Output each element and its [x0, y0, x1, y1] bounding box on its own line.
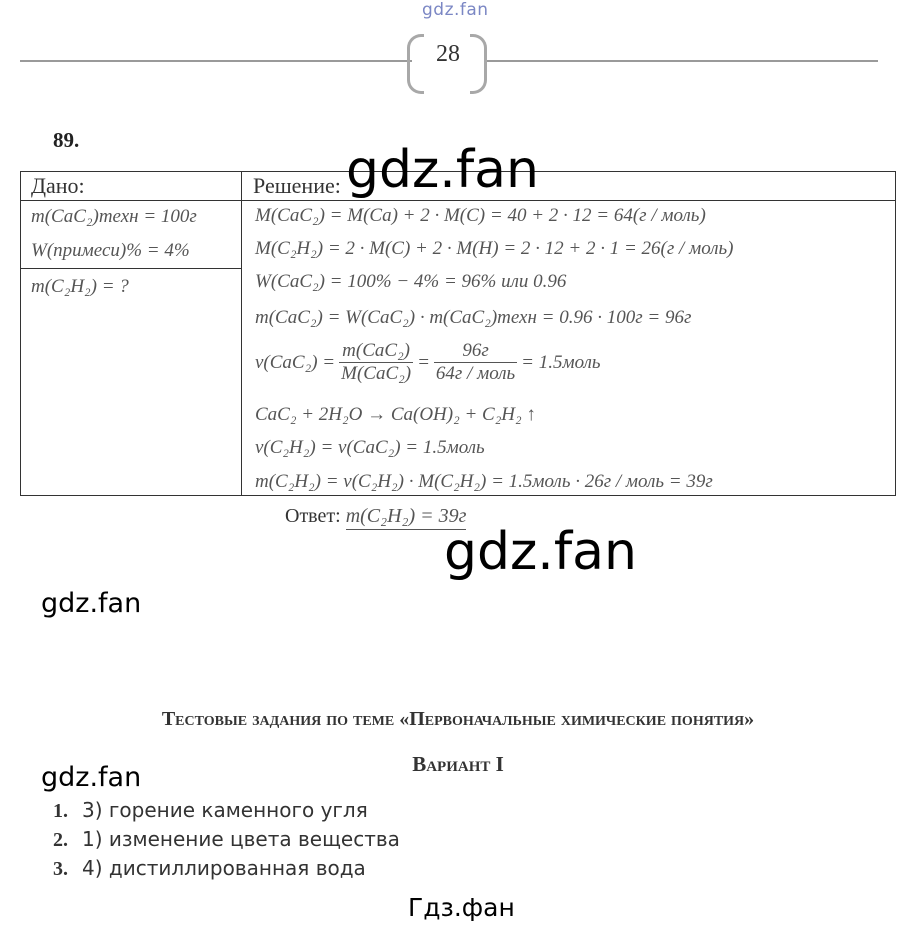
watermark-bottom: Гдз.фан	[408, 893, 515, 922]
page-number-bracket-left	[407, 34, 424, 94]
watermark-top: gdz.fan	[422, 0, 489, 20]
answer-item-text: 4) дистиллированная вода	[82, 856, 366, 880]
solution-line-4: m(CaC₂) = W(CaC₂) · m(CaC₂)техн = 0.96 · 100г = 96г	[255, 307, 692, 328]
fraction-formula-denominator: M(CaC₂)	[341, 363, 412, 384]
header-rule-right	[484, 60, 878, 62]
given-find-divider	[20, 268, 242, 269]
solution-line-8: m(C₂H₂) = ν(C₂H₂) · M(C₂H₂) = 1.5моль · 26г / моль = 39г	[255, 471, 713, 492]
page-number-bracket-right	[470, 34, 487, 94]
fraction-values-numerator: 96г	[434, 340, 517, 363]
fraction-values	[434, 340, 517, 385]
table-header-divider	[20, 200, 896, 201]
given-impurity: W(примеси)% = 4%	[31, 240, 190, 261]
solution-header: Решение:	[253, 173, 341, 198]
page-number: 28	[436, 41, 460, 67]
watermark-large-1: gdz.fan	[346, 140, 539, 200]
fraction-values-denominator: 64г / моль	[435, 363, 516, 384]
find-value: m(C₂H₂) = ?	[31, 276, 129, 297]
answer-item-number: 2.	[53, 829, 68, 851]
answer-item-number: 3.	[53, 858, 68, 880]
solution-line-1: M(CaC₂) = M(Ca) + 2 · M(C) = 40 + 2 · 12 = 64(г / моль)	[255, 205, 706, 226]
header-rule-left	[20, 60, 412, 62]
watermark-large-2: gdz.fan	[444, 522, 637, 582]
answer	[285, 505, 466, 528]
solution-line-5	[255, 340, 601, 385]
moles-result: = 1.5моль	[521, 351, 601, 373]
answer-item	[53, 827, 400, 852]
answer-item-text: 3) горение каменного угля	[82, 798, 368, 822]
watermark-small-2: gdz.fan	[41, 762, 142, 793]
answer-value: m(C₂H₂) = 39г	[346, 505, 467, 530]
fraction-formula	[339, 340, 413, 385]
answer-item	[53, 798, 368, 823]
solution-line-3: W(CaC₂) = 100% − 4% = 96% или 0.96	[255, 271, 567, 292]
watermark-small-1: gdz.fan	[41, 588, 142, 619]
moles-equals: =	[417, 351, 430, 373]
table-divider-vertical	[241, 171, 242, 496]
answer-item	[53, 856, 366, 881]
answer-item-number: 1.	[53, 800, 68, 822]
given-header: Дано:	[31, 173, 85, 198]
solution-line-7: ν(C₂H₂) = ν(CaC₂) = 1.5моль	[255, 437, 485, 458]
fraction-formula-numerator: m(CaC₂)	[339, 340, 413, 363]
given-mass: m(CaC₂)техн = 100г	[31, 206, 197, 227]
answer-label: Ответ:	[285, 505, 341, 527]
solution-line-2: M(C₂H₂) = 2 · M(C) + 2 · M(H) = 2 · 12 + 2 · 1 = 26(г / моль)	[255, 238, 734, 259]
test-section-heading: Тестовые задания по теме «Первоначальные химические понятия»	[161, 708, 755, 730]
answer-item-text: 1) изменение цвета вещества	[82, 827, 400, 851]
solution-line-6: CaC₂ + 2H₂O → Ca(OH)₂ + C₂H₂ ↑	[255, 404, 536, 425]
moles-lhs: ν(CaC₂) =	[255, 351, 336, 373]
problem-number: 89.	[53, 128, 80, 152]
variant-title: Вариант I	[412, 752, 504, 776]
